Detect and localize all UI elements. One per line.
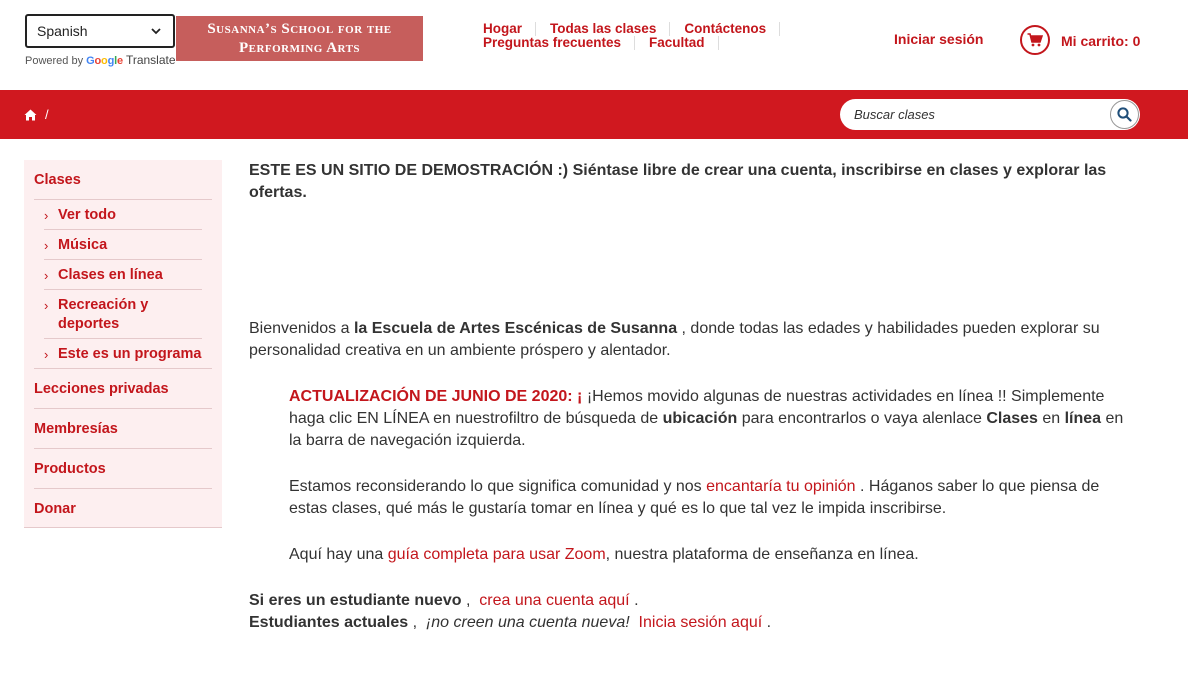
divider <box>34 199 212 200</box>
chevron-right-icon: › <box>44 298 49 313</box>
chevron-right-icon: › <box>44 347 49 362</box>
language-select[interactable] <box>25 14 175 48</box>
chevron-down-icon <box>149 24 163 38</box>
divider <box>44 229 202 230</box>
zoom-paragraph <box>289 544 1139 566</box>
language-select-value: Spanish <box>37 23 88 39</box>
search-input[interactable] <box>840 107 1105 122</box>
login-here-link[interactable]: Inicia sesión aquí <box>638 614 763 631</box>
zoom-guide-link[interactable]: guía completa para usar Zoom <box>387 546 606 563</box>
search-icon <box>1117 107 1132 122</box>
nav-link-contact[interactable]: Contáctenos <box>684 22 780 36</box>
separator-text: . <box>629 592 639 609</box>
separator-text: , <box>408 614 426 631</box>
divider <box>34 448 212 449</box>
update-paragraph <box>289 386 1139 452</box>
zoom-text: , nuestra plataforma de enseñanza en línea. <box>605 546 919 563</box>
translate-text: Translate <box>125 53 176 67</box>
update-bold: Clases <box>986 410 1038 427</box>
sidebar-item-donar[interactable]: Donar <box>34 501 76 517</box>
google-logo: Google <box>86 55 123 67</box>
separator-text: , <box>461 592 480 609</box>
update-text: para encontrarlos o vaya alenlace <box>737 410 987 427</box>
update-bold: ubicación <box>662 410 738 427</box>
breadcrumb-separator: / <box>45 107 49 122</box>
top-navigation <box>483 22 783 50</box>
breadcrumb <box>24 107 49 122</box>
chevron-right-icon: › <box>44 208 49 223</box>
nav-link-all-classes[interactable]: Todas las clases <box>550 22 670 36</box>
sidebar-subitem-label: Este es un programa <box>58 346 202 362</box>
chevron-right-icon: › <box>44 238 49 253</box>
site-header <box>0 0 1188 90</box>
school-name: la Escuela de Artes Escénicas de Susanna <box>353 320 678 337</box>
welcome-text: Bienvenidos a <box>249 320 354 337</box>
sidebar <box>24 160 222 528</box>
cart-link[interactable]: Mi carrito: 0 <box>1061 33 1141 49</box>
sidebar-item-productos[interactable]: Productos <box>34 461 106 477</box>
divider <box>44 338 202 339</box>
logo-line-1: Susanna’s School for the <box>207 21 392 37</box>
sidebar-subitem-label: Recreación y deportes <box>58 297 149 332</box>
new-student-line <box>249 590 1139 612</box>
sidebar-subitem-label: Ver todo <box>58 207 117 223</box>
new-student-label: Si eres un estudiante nuevo <box>249 592 462 609</box>
separator-text: . <box>762 614 772 631</box>
divider <box>34 488 212 489</box>
cart-icon <box>1027 33 1043 47</box>
update-label: ACTUALIZACIÓN DE JUNIO DE 2020: ¡ <box>289 388 583 405</box>
sidebar-subitem-label: Música <box>58 237 108 253</box>
sidebar-item-membresias[interactable]: Membresías <box>34 421 118 437</box>
home-icon[interactable] <box>24 109 37 121</box>
powered-by-text: Powered by <box>25 55 84 67</box>
community-paragraph <box>289 476 1139 520</box>
google-translate-credit[interactable] <box>25 53 176 67</box>
search-box <box>840 99 1140 130</box>
community-text: . Háganos saber lo que piensa de estas clases, qué más le gustaría tomar en línea y qué es lo que tal vez le impida inscribirse. <box>289 478 1100 517</box>
update-text: en la barra de navegación izquierda. <box>289 410 1124 449</box>
divider <box>44 289 202 290</box>
search-button[interactable] <box>1110 100 1139 129</box>
divider <box>24 527 222 528</box>
cart-button[interactable] <box>1020 25 1050 55</box>
nav-link-faculty[interactable]: Facultad <box>649 36 719 50</box>
sidebar-subitem-label: Clases en línea <box>58 267 163 283</box>
login-link[interactable]: Iniciar sesión <box>894 31 984 47</box>
nav-link-faq[interactable]: Preguntas frecuentes <box>483 36 635 50</box>
zoom-text: Aquí hay una <box>289 546 388 563</box>
current-student-line <box>249 612 1139 634</box>
nav-link-home[interactable]: Hogar <box>483 22 536 36</box>
spacer <box>630 614 639 631</box>
community-text: Estamos reconsiderando lo que significa comunidad y nos <box>289 478 707 495</box>
sidebar-subitem-clases-en-linea[interactable] <box>44 266 202 285</box>
current-student-label: Estudiantes actuales <box>249 614 409 631</box>
update-text: ¡Hemos movido algunas de nuestras actividades en línea !! Simplemente haga clic EN LÍNEA en nuestrofiltro de búsqueda de <box>289 388 1105 427</box>
feedback-link[interactable]: encantaría tu opinión <box>706 478 856 495</box>
welcome-paragraph <box>249 318 1139 362</box>
breadcrumb-bar <box>0 90 1188 139</box>
create-account-link[interactable]: crea una cuenta aquí <box>479 592 630 609</box>
demo-notice: ESTE ES UN SITIO DE DEMOSTRACIÓN :) Siéntase libre de crear una cuenta, inscribirse en clases y explorar las ofertas. <box>249 162 1107 201</box>
divider <box>44 259 202 260</box>
sidebar-subitem-musica[interactable] <box>44 236 202 255</box>
site-logo[interactable] <box>176 16 423 61</box>
sidebar-subitem-recreacion[interactable] <box>44 296 202 334</box>
no-new-account-note: ¡no creen una cuenta nueva! <box>425 614 630 631</box>
sidebar-item-clases[interactable]: Clases <box>34 172 81 188</box>
sidebar-subitem-programa[interactable] <box>44 345 202 364</box>
divider <box>34 368 212 369</box>
update-bold: línea <box>1064 410 1102 427</box>
update-text: en <box>1037 410 1065 427</box>
logo-line-2: Performing Arts <box>238 40 361 56</box>
divider <box>34 408 212 409</box>
sidebar-subitem-ver-todo[interactable] <box>44 206 202 225</box>
chevron-right-icon: › <box>44 268 49 283</box>
sidebar-item-lecciones[interactable]: Lecciones privadas <box>34 381 169 397</box>
welcome-text: , donde todas las edades y habilidades pueden explorar su personalidad creativa en un ambiente próspero y alentador. <box>249 320 1100 359</box>
